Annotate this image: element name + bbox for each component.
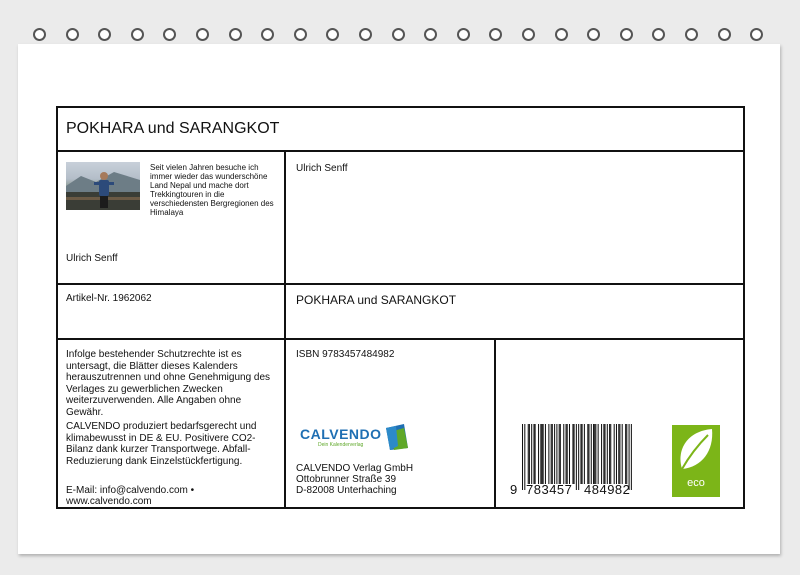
isbn: ISBN 9783457484982: [296, 349, 395, 360]
barcode-group-2: 484982: [584, 482, 631, 497]
barcode-bar: [559, 424, 560, 484]
barcode-bar: [541, 424, 542, 484]
binding-ring: [555, 28, 568, 41]
article-number: Artikel-Nr. 1962062: [66, 293, 152, 304]
binding-ring: [294, 28, 307, 41]
barcode-bar: [524, 424, 525, 490]
binding-ring: [66, 28, 79, 41]
barcode-bar: [588, 424, 589, 484]
calvendo-logo-sub: Dein Kalenderverlag: [318, 442, 364, 448]
binding-ring: [261, 28, 274, 41]
barcode-bar: [593, 424, 594, 484]
binding-ring: [229, 28, 242, 41]
binding-ring: [522, 28, 535, 41]
barcode-bar: [560, 424, 561, 484]
divider: [284, 150, 286, 509]
barcode-bar: [538, 424, 539, 484]
barcode-bar: [533, 424, 534, 484]
barcode-bar: [540, 424, 541, 484]
barcode-bar: [578, 424, 579, 490]
barcode-bar: [543, 424, 544, 484]
barcode-bar: [614, 424, 615, 484]
barcode-bar: [607, 424, 608, 484]
barcode-bar: [582, 424, 583, 484]
calendar-title: POKHARA und SARANGKOT: [66, 120, 280, 137]
barcode-bar: [552, 424, 553, 484]
binding-ring: [457, 28, 470, 41]
divider: [56, 338, 745, 340]
eco-notice: CALVENDO produziert bedarfsgerecht und klimabewusst in DE & EU. Positivere CO2-Bilanz dank kurzer Transportwege. Abfall-Reduzierung dank Einzelstückfertigung.: [66, 421, 257, 467]
contact-email: E-Mail: info@calvendo.com •: [66, 485, 195, 496]
barcode-digit-first: 9: [510, 482, 518, 497]
isbn-barcode: [510, 424, 640, 504]
barcode-bar: [572, 424, 573, 484]
barcode-bar: [569, 424, 570, 484]
barcode-bar: [594, 424, 595, 484]
barcode-bar: [619, 424, 620, 484]
binding-rings: [0, 28, 800, 48]
binding-ring: [620, 28, 633, 41]
binding-ring: [326, 28, 339, 41]
barcode-bar: [622, 424, 623, 484]
calvendo-logo-text: CALVENDO: [300, 426, 382, 442]
barcode-bar: [529, 424, 530, 484]
contact-web: www.calvendo.com: [66, 496, 152, 507]
publisher-name: CALVENDO Verlag GmbH: [296, 463, 414, 474]
eco-label: eco: [687, 477, 705, 489]
binding-ring: [131, 28, 144, 41]
barcode-bar: [528, 424, 529, 484]
barcode-bar: [554, 424, 555, 484]
barcode-bar: [610, 424, 611, 484]
barcode-group-1: 783457: [526, 482, 573, 497]
binding-ring: [489, 28, 502, 41]
barcode-bar: [629, 424, 630, 490]
binding-ring: [33, 28, 46, 41]
barcode-bar: [566, 424, 567, 484]
barcode-bar: [625, 424, 626, 484]
barcode-bar: [616, 424, 617, 484]
binding-ring: [98, 28, 111, 41]
calvendo-flag-icon: [384, 424, 410, 450]
barcode-bar: [584, 424, 585, 484]
barcode-bar: [598, 424, 599, 484]
barcode-bar: [567, 424, 568, 484]
binding-ring: [652, 28, 665, 41]
barcode-bar: [522, 424, 523, 490]
barcode-bar: [603, 424, 604, 484]
rights-notice: Infolge bestehender Schutzrechte ist es untersagt, die Blätter dieses Kalenders herauszutrennen und ohne Genehmigung des Verlages zu gewerblichen Zwecken weiterzuverwenden. Alle Angaben ohne Gewähr.: [66, 349, 271, 418]
author-bio: Seit vielen Jahren besuche ich immer wieder das wunderschöne Land Nepal und mache dort Trekkingtouren in die verschiedensten Bergregionen des Himalaya: [150, 163, 274, 217]
binding-ring: [163, 28, 176, 41]
binding-ring: [424, 28, 437, 41]
publisher-city: D-82008 Unterhaching: [296, 485, 397, 496]
barcode-bar: [580, 424, 581, 484]
barcode-bar: [595, 424, 596, 484]
leaf-icon: [672, 425, 720, 475]
binding-ring: [587, 28, 600, 41]
eco-badge: [672, 425, 720, 497]
divider: [56, 150, 745, 152]
author-name: Ulrich Senff: [66, 253, 118, 264]
barcode-bar: [545, 424, 546, 484]
binding-ring: [718, 28, 731, 41]
binding-ring: [196, 28, 209, 41]
barcode-bar: [531, 424, 532, 484]
binding-ring: [750, 28, 763, 41]
divider: [494, 338, 496, 509]
divider: [56, 283, 745, 285]
barcode-bar: [556, 424, 557, 484]
barcode-bar: [626, 424, 627, 484]
author-name-right: Ulrich Senff: [296, 163, 348, 174]
binding-ring: [685, 28, 698, 41]
barcode-bar: [535, 424, 536, 484]
barcode-bar: [609, 424, 610, 484]
barcode-bar: [601, 424, 602, 484]
author-photo: [66, 162, 140, 210]
barcode-bar: [631, 424, 632, 490]
barcode-bar: [576, 424, 577, 490]
binding-ring: [359, 28, 372, 41]
calvendo-logo: [300, 424, 420, 454]
publisher-street: Ottobrunner Straße 39: [296, 474, 397, 485]
barcode-bar: [574, 424, 575, 484]
barcode-bar: [551, 424, 552, 484]
barcode-bar: [605, 424, 606, 484]
barcode-bar: [591, 424, 592, 484]
barcode-bar: [618, 424, 619, 484]
barcode-bar: [548, 424, 549, 484]
barcode-bar: [563, 424, 564, 484]
barcode-bars: [522, 424, 632, 490]
barcode-bar: [587, 424, 588, 484]
article-title: POKHARA und SARANGKOT: [296, 293, 457, 307]
binding-ring: [392, 28, 405, 41]
